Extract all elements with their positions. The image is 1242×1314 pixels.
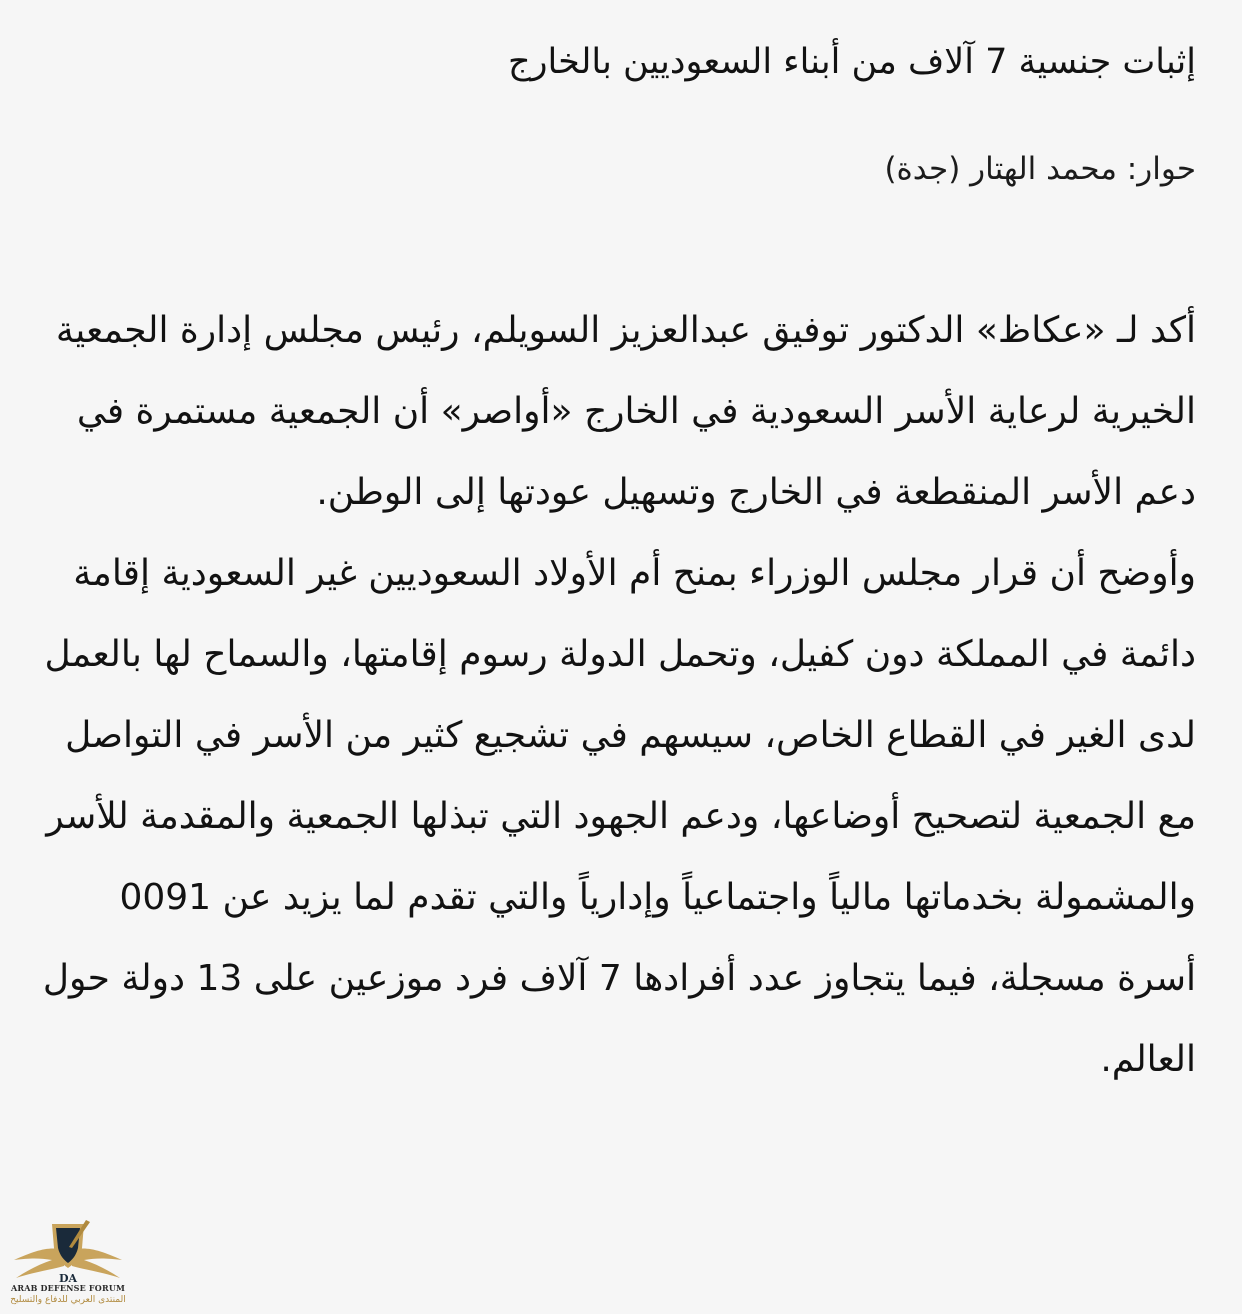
- article-byline: حوار: محمد الهتار (جدة): [884, 151, 1196, 187]
- article-headline: إثبات جنسية 7 آلاف من أبناء السعوديين بالخارج: [508, 42, 1196, 82]
- article: [36, 0, 1196, 1100]
- logo-name-ar: المنتدى العربي للدفاع والتسليح: [10, 1295, 126, 1305]
- eagle-shield-icon: [6, 1220, 130, 1284]
- logo-name-en: ARAB DEFENSE FORUM: [10, 1283, 126, 1293]
- article-paragraph: أكد لـ «عكاظ» الدكتور توفيق عبدالعزيز السويلم، رئيس مجلس إدارة الجمعية الخيرية لرعاية الأسر السعودية في الخارج «أواصر» أن الجمعية مستمرة في دعم الأسر المنقطعة في الخارج وتسهيل عودتها إلى الوطن.: [55, 310, 1196, 513]
- article-paragraph: وأوضح أن قرار مجلس الوزراء بمنح أم الأولاد السعوديين غير السعودية إقامة دائمة في المملكة دون كفيل، وتحمل الدولة رسوم إقامتها، والسماح لها بالعمل لدى الغير في القطاع الخاص، سيسهم في تشجيع كثير من الأسر في التواصل مع الجمعية لتصحيح أوضاعها، ودعم الجهود التي تبذلها الجمعية والمقدمة للأسر والمشمولة بخدماتها مالياً واجتماعياً وإدارياً والتي تقدم لما يزيد عن 0091 أسرة مسجلة، فيما يتجاوز عدد أفرادها 7 آلاف فرد موزعين على 13 دولة حول العالم.: [42, 553, 1196, 1080]
- article-body: [36, 290, 1196, 1100]
- forum-watermark-logo: [6, 1220, 130, 1312]
- logo-monogram: DA: [58, 1272, 78, 1284]
